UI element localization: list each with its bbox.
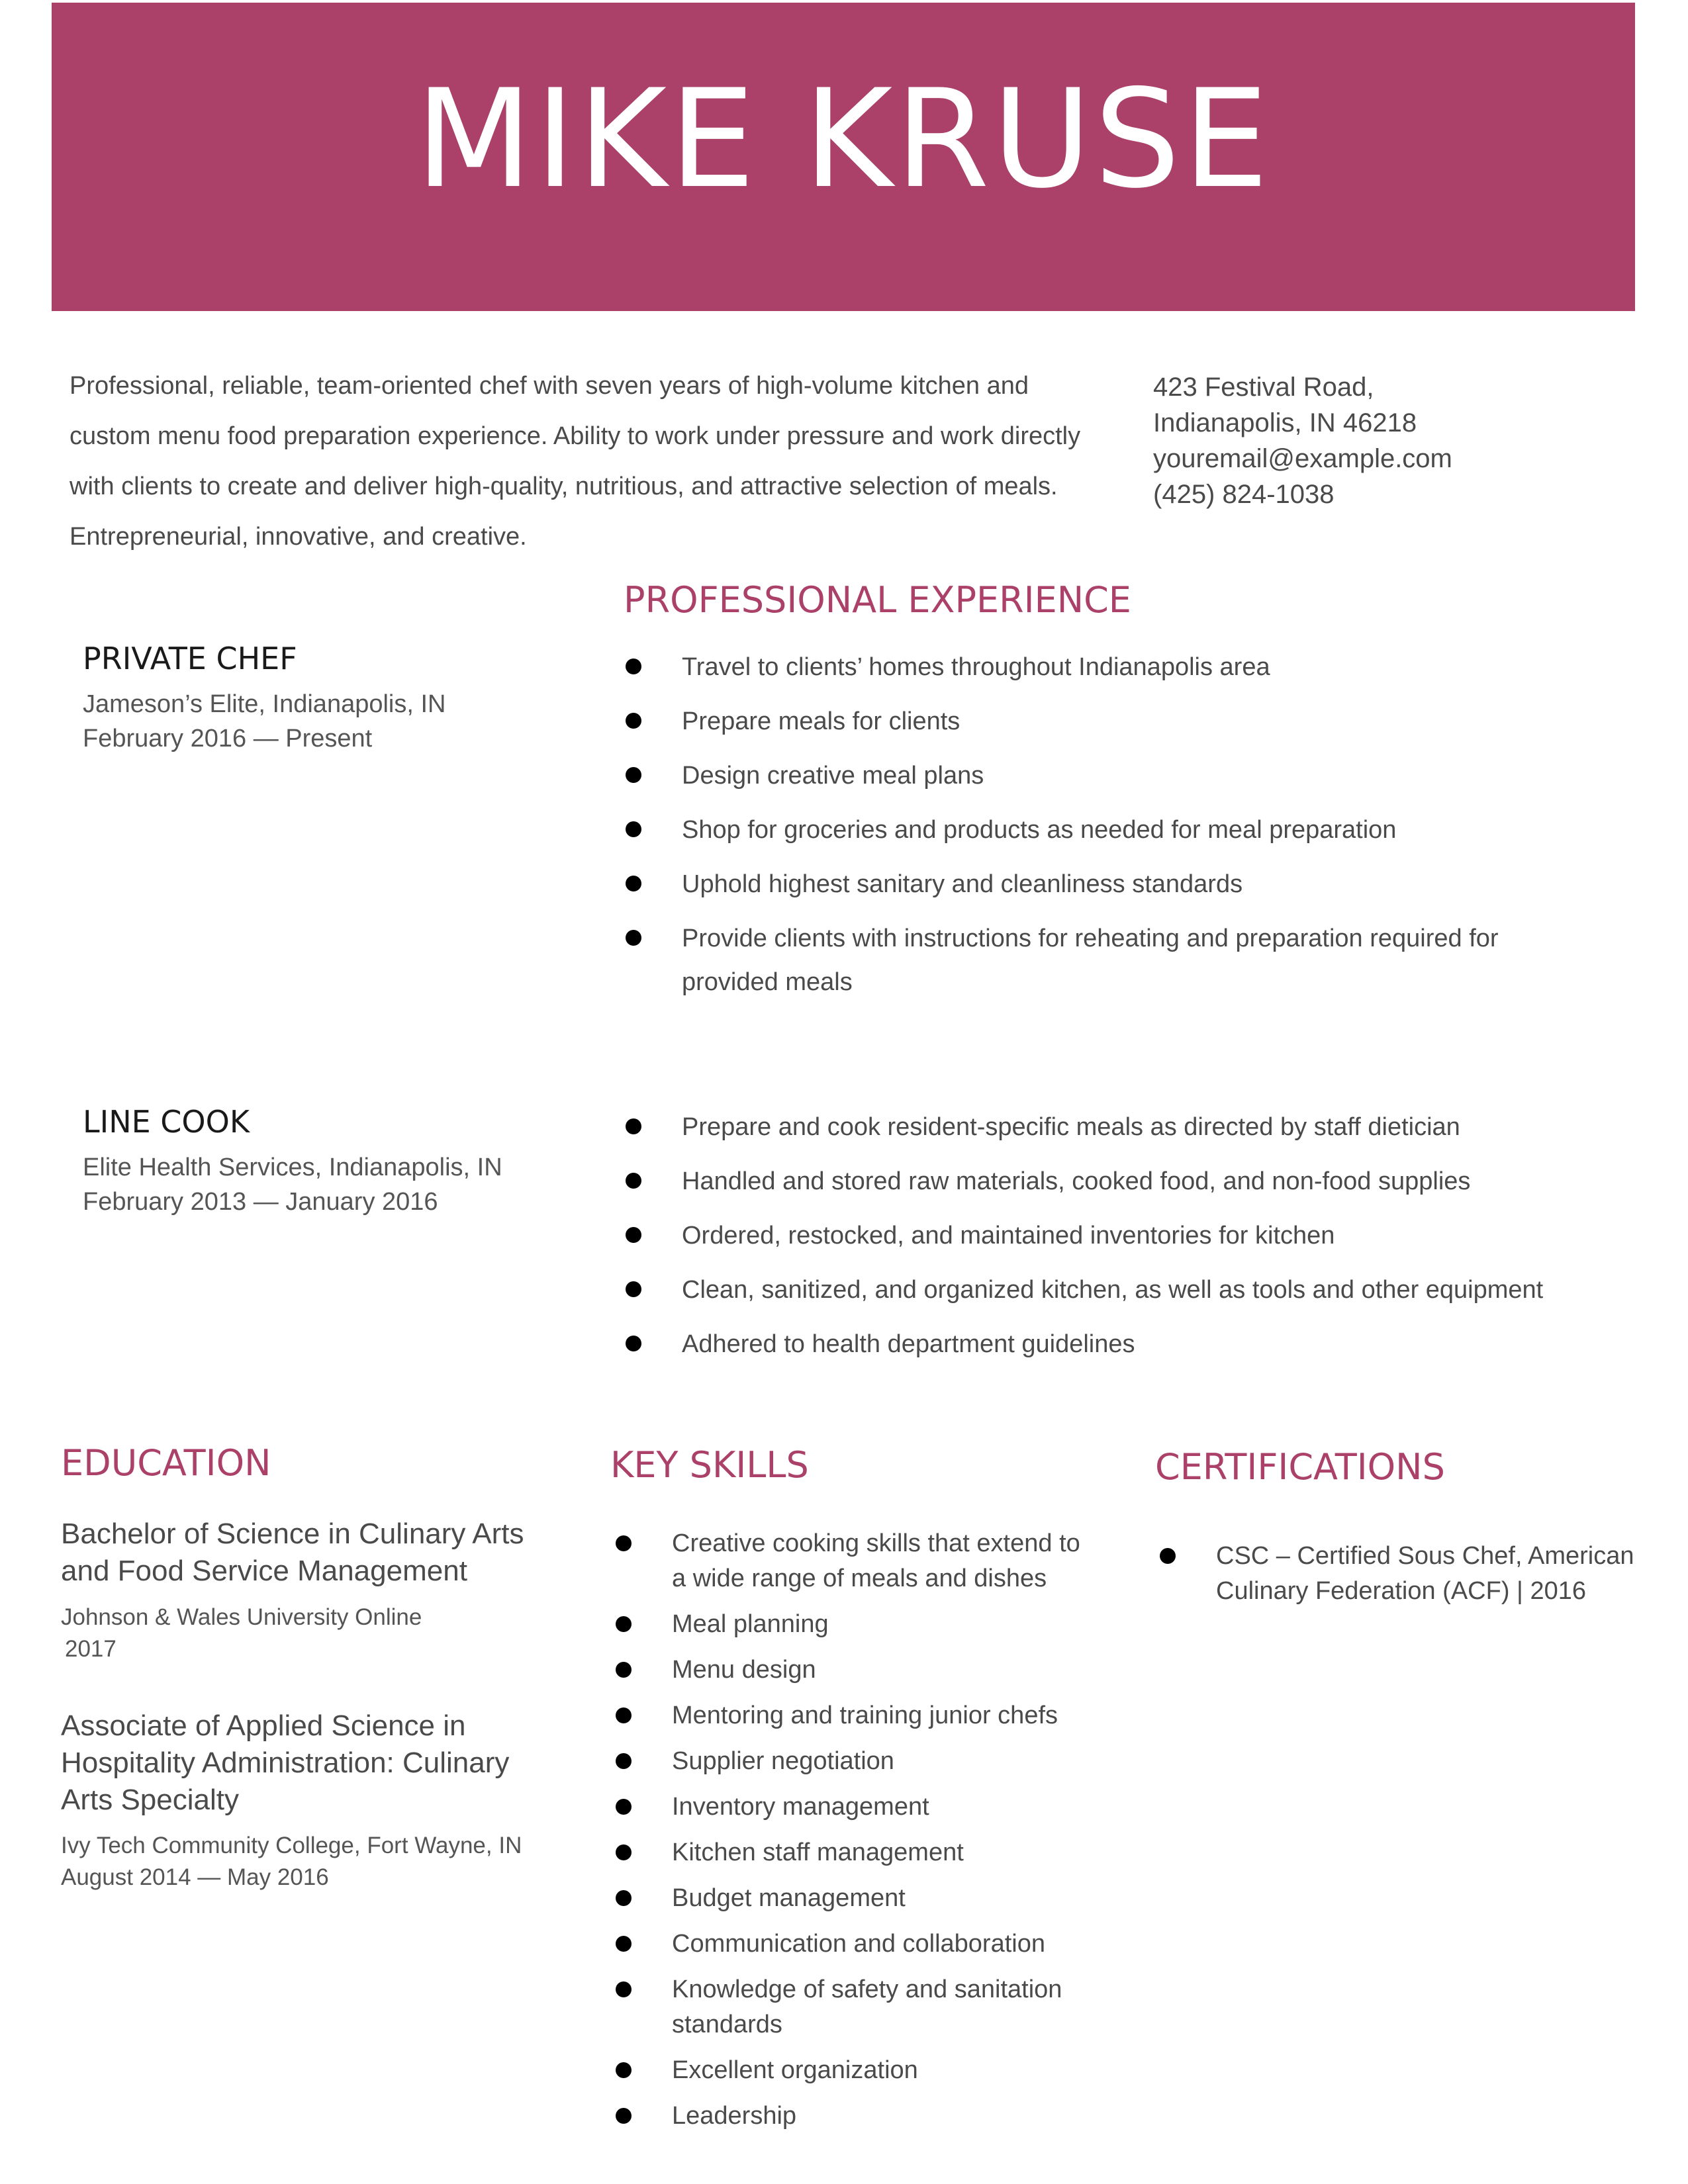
job-dates: February 2013 — January 2016: [83, 1188, 438, 1216]
job-bullet: Travel to clients’ homes throughout Indianapolis area: [626, 645, 1552, 689]
job-title: LINE COOK: [83, 1104, 250, 1140]
certifications-heading: CERTIFICATIONS: [1155, 1446, 1445, 1488]
bullet-icon: [616, 2108, 632, 2124]
bullet-icon: [626, 767, 641, 783]
contact-block: [1153, 369, 1452, 512]
job-bullet: Prepare and cook resident-specific meals as directed by staff dietician: [626, 1105, 1579, 1149]
bullet-icon: [1160, 1548, 1176, 1564]
skill-item: Excellent organization: [616, 2053, 1092, 2088]
skill-item: Supplier negotiation: [616, 1744, 1092, 1779]
job-employer: Elite Health Services, Indianapolis, IN: [83, 1154, 502, 1181]
bullet-icon: [626, 1227, 641, 1243]
bullet-icon: [616, 1616, 632, 1632]
education-meta: [61, 1602, 422, 1665]
skill-item: Inventory management: [616, 1790, 1092, 1825]
job-bullet: Adhered to health department guidelines: [626, 1322, 1579, 1366]
address-line-2: Indianapolis, IN 46218: [1153, 408, 1417, 437]
experience-heading: PROFESSIONAL EXPERIENCE: [624, 579, 1131, 621]
bullet-icon: [616, 1662, 632, 1678]
skill-item: Menu design: [616, 1653, 1092, 1688]
bullet-icon: [616, 1936, 632, 1952]
bullet-icon: [626, 876, 641, 891]
job-bullet: Design creative meal plans: [626, 754, 1552, 797]
job-bullet: Handled and stored raw materials, cooked food, and non-food supplies: [626, 1160, 1579, 1203]
header-banner: [52, 3, 1635, 311]
bullet-icon: [626, 659, 641, 674]
skill-item: Creative cooking skills that extend to a wide range of meals and dishes: [616, 1526, 1092, 1596]
candidate-name: MIKE KRUSE: [415, 61, 1272, 218]
bullet-icon: [616, 1844, 632, 1860]
phone-number: (425) 824-1038: [1153, 480, 1335, 509]
bullet-icon: [626, 821, 641, 837]
job-bullet: Clean, sanitized, and organized kitchen, as well as tools and other equipment: [626, 1268, 1579, 1312]
bullet-icon: [616, 1981, 632, 1997]
skill-item: Meal planning: [616, 1607, 1092, 1642]
bullet-icon: [626, 1336, 641, 1351]
bullet-icon: [626, 1118, 641, 1134]
job-bullet: Shop for groceries and products as needed for meal preparation: [626, 808, 1552, 852]
address-line-1: 423 Festival Road,: [1153, 373, 1374, 402]
job-bullets: [626, 1105, 1579, 1377]
job-employer: Jameson’s Elite, Indianapolis, IN: [83, 690, 446, 718]
education-degree: Bachelor of Science in Culinary Arts and Food Service Management: [61, 1518, 524, 1587]
job-bullet: Provide clients with instructions for reheating and preparation required for provided meals: [626, 917, 1552, 1004]
skills-heading: KEY SKILLS: [610, 1444, 809, 1486]
education-school: Ivy Tech Community College, Fort Wayne, IN: [61, 1833, 522, 1858]
email-address: youremail@example.com: [1153, 444, 1452, 473]
job-bullet: Prepare meals for clients: [626, 700, 1552, 743]
bullet-icon: [616, 1753, 632, 1769]
job-title: PRIVATE CHEF: [83, 641, 297, 676]
certification-item: CSC – Certified Sous Chef, American Culinary Federation (ACF) | 2016: [1160, 1539, 1636, 1609]
bullet-icon: [626, 713, 641, 729]
bullet-icon: [616, 1799, 632, 1815]
bullet-icon: [626, 1173, 641, 1189]
education-school: Johnson & Wales University Online: [61, 1604, 422, 1630]
education-meta: [61, 1830, 522, 1893]
education-heading: EDUCATION: [61, 1442, 271, 1484]
skill-item: Mentoring and training junior chefs: [616, 1698, 1092, 1733]
job-meta: [83, 687, 445, 756]
education-degree: Associate of Applied Science in Hospitality Administration: Culinary Arts Specialty: [61, 1709, 510, 1816]
bullet-icon: [616, 2062, 632, 2078]
bullet-icon: [616, 1707, 632, 1723]
skill-item: Knowledge of safety and sanitation standards: [616, 1972, 1092, 2042]
bullet-icon: [626, 930, 641, 946]
job-dates: February 2016 — Present: [83, 725, 373, 752]
summary-paragraph: Professional, reliable, team-oriented chef with seven years of high-volume kitchen and custom menu food preparation experience. Ability to work under pressure and work directly with clients to create and deliver high-quality, nutritious, and attractive selection of meals. Entrepreneurial, innovative, and creative.: [70, 372, 1081, 551]
job-bullet: Uphold highest sanitary and cleanliness standards: [626, 862, 1552, 906]
job-bullet: Ordered, restocked, and maintained inventories for kitchen: [626, 1214, 1579, 1257]
job-bullets: [626, 645, 1552, 1015]
skill-item: Budget management: [616, 1881, 1092, 1916]
education-year: August 2014 — May 2016: [61, 1864, 329, 1890]
bullet-icon: [616, 1535, 632, 1551]
skill-item: Kitchen staff management: [616, 1835, 1092, 1870]
bullet-icon: [616, 1890, 632, 1906]
bullet-icon: [626, 1281, 641, 1297]
skill-item: Communication and collaboration: [616, 1927, 1092, 1962]
skills-list: [616, 1526, 1092, 2144]
education-year: 2017: [65, 1636, 117, 1662]
job-meta: [83, 1150, 502, 1219]
skill-item: Leadership: [616, 2099, 1092, 2134]
certifications-list: [1160, 1539, 1636, 1619]
